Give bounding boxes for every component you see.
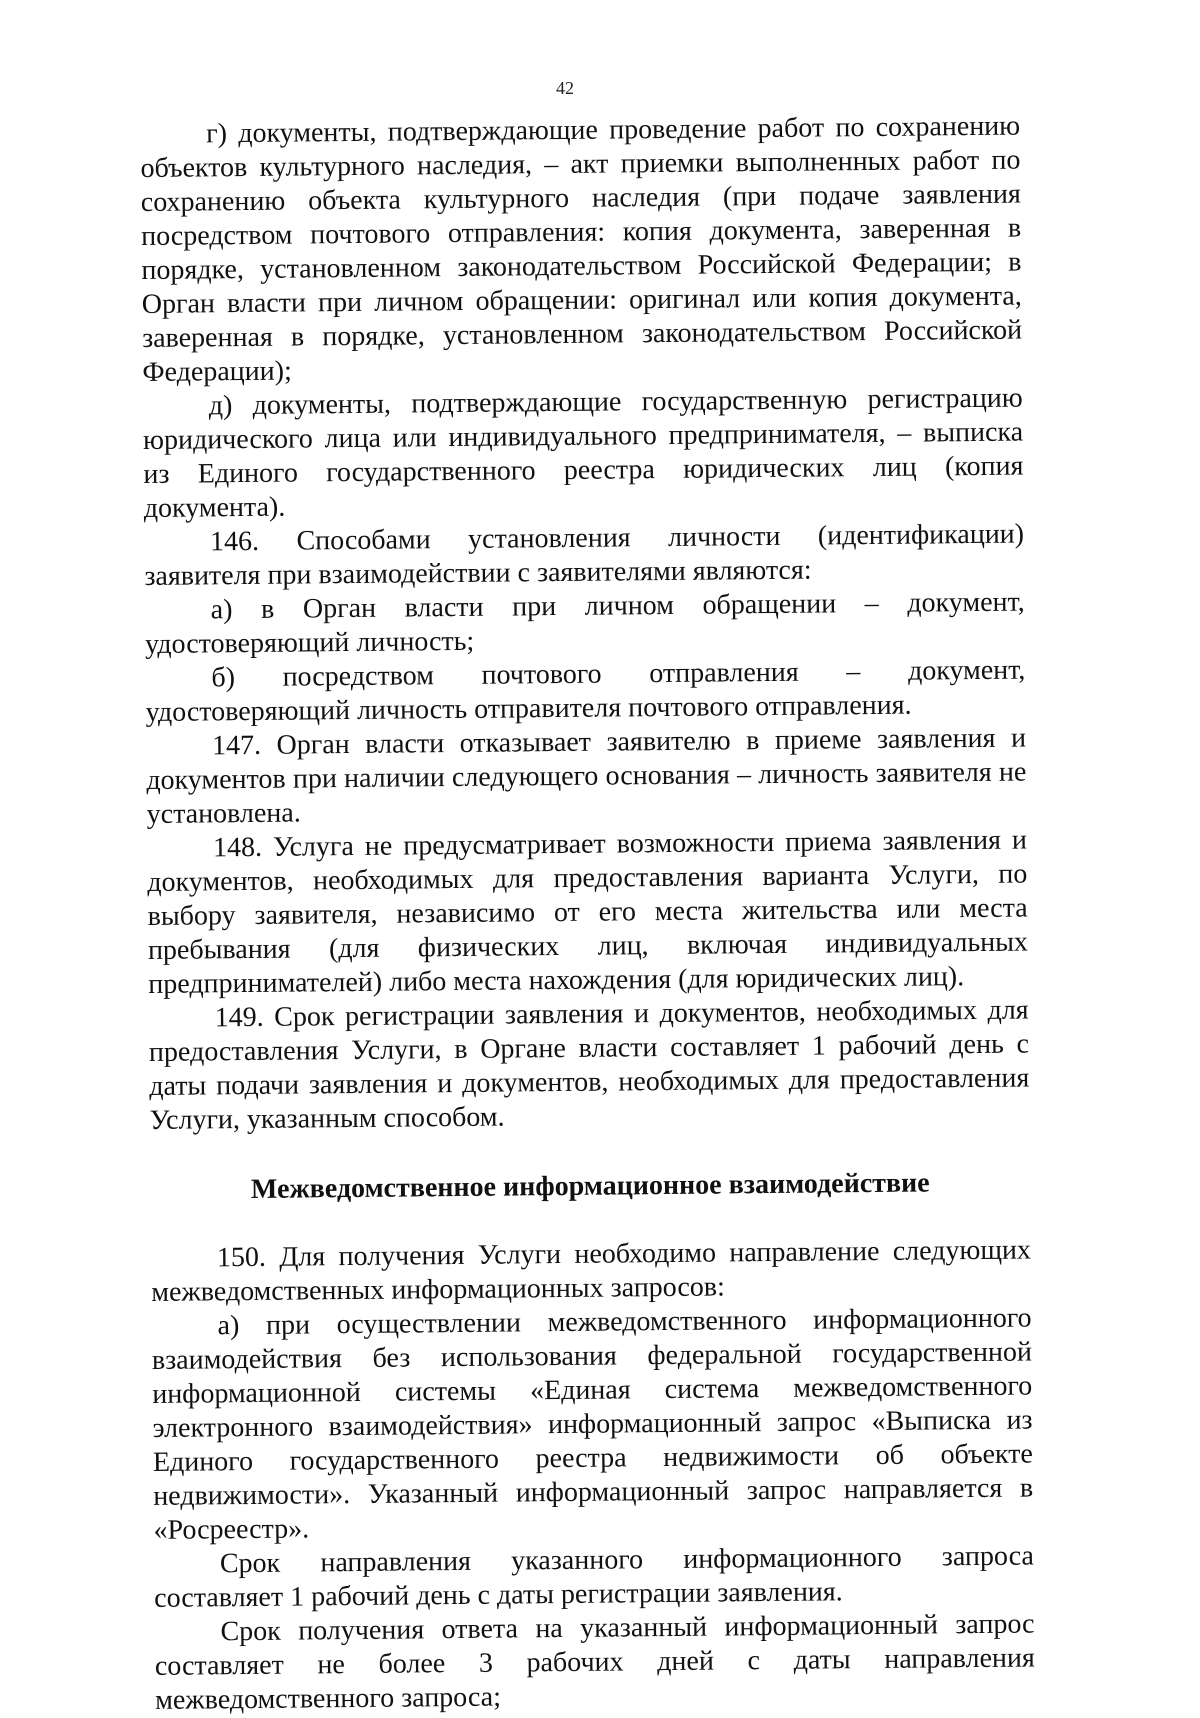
- paragraph-150: 150. Для получения Услуги необходимо направление следующих межведомственных информационных запросов:: [151, 1234, 1032, 1308]
- paragraph-147: 147. Орган власти отказывает заявителю в приеме заявления и документов при наличии следующего основания – личность заявителя не установлена.: [146, 722, 1027, 830]
- section-heading: Межведомственное информационное взаимодействие: [250, 1167, 930, 1205]
- paragraph-146-item-b: б) посредством почтового отправления – документ, удостоверяющий личность отправителя почтового отправления.: [145, 654, 1026, 728]
- paragraph-item-d: д) документы, подтверждающие государственную регистрацию юридического лица или индивидуального предпринимателя, – выписка из Единого государственного реестра юридических лиц (копия документа).: [142, 382, 1024, 524]
- paragraph-150-item-a: а) при осуществлении межведомственного информационного взаимодействия без использования федеральной государственной информационной системы «Единая система межведомственного электронного взаимодействия» информационный запрос «Выписка из Единого государственного реестра недвижимости об объекте недвижимости». Указанный информационный запрос направляется в «Росреестр».: [151, 1302, 1034, 1546]
- paragraph-148: 148. Услуга не предусматривает возможности приема заявления и документов, необходимых для предоставления варианта Услуги, по выбору заявителя, независимо от его места жительства или места пребывания (для физических лиц, включая индивидуальных предпринимателей) либо места нахождения (для юридических лиц).: [147, 824, 1029, 1000]
- paragraph-item-g: г) документы, подтверждающие проведение работ по сохранению объектов культурного наследия, – акт приемки выполненных работ по сохранению объекта культурного наследия (при подаче заявления посредством почтового отправления: копия документа, заверенная в порядке, установленном законодательством Российской Федерации; в Орган власти при личном обращении: оригинал или копия документа, заверенная в порядке, установленном законодательством Российской Федерации);: [140, 110, 1023, 388]
- page-number: 42: [556, 78, 574, 98]
- paragraph-request-term: Срок направления указанного информационного запроса составляет 1 рабочий день с даты регистрации заявления.: [154, 1540, 1034, 1614]
- paragraph-response-term: Срок получения ответа на указанный информационный запрос составляет не более 3 рабочих дней с даты направления межведомственного запроса;: [154, 1608, 1035, 1716]
- paragraph-146-item-a: а) в Орган власти при личном обращении – документ, удостоверяющий личность;: [144, 586, 1025, 660]
- paragraph-149: 149. Срок регистрации заявления и документов, необходимых для предоставления Услуги, в Органе власти составляет 1 рабочий день с даты подачи заявления и документов, необходимых для предоставления Услуги, указанным способом.: [148, 994, 1030, 1136]
- page-content: [140, 110, 1035, 1718]
- paragraph-146: 146. Способами установления личности (идентификации) заявителя при взаимодействии с заявителями являются:: [144, 518, 1025, 592]
